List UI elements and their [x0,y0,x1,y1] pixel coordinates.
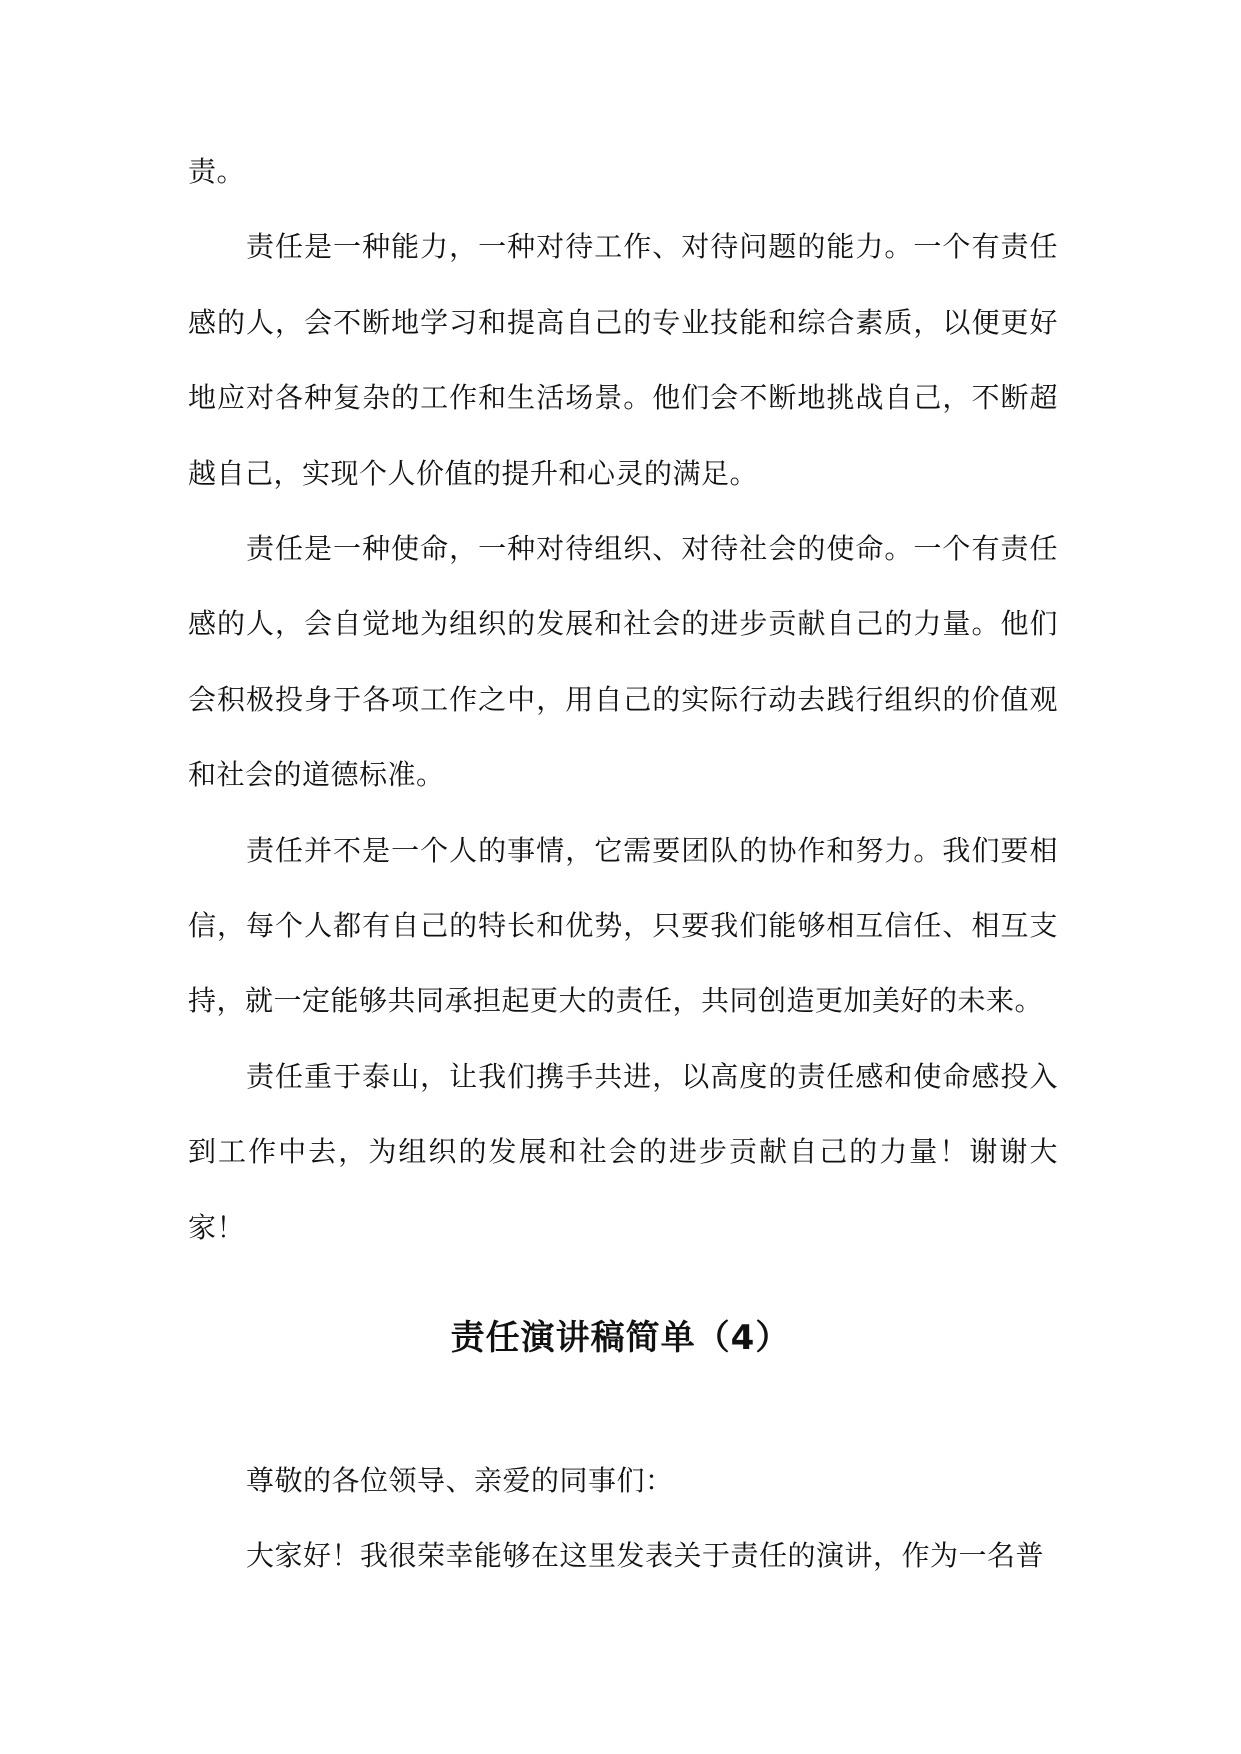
paragraph-closing: 责任重于泰山，让我们携手共进，以高度的责任感和使命感投入到工作中去，为组织的发展和社会的进步贡献自己的力量！谢谢大家！ [188,1059,1058,1244]
section-title: 责任演讲稿简单（4） [450,1318,791,1358]
body-text-bottom [188,1443,1058,1594]
body-text-top [188,134,1058,1265]
paragraph-teamwork: 责任并不是一个人的事情，它需要团队的协作和努力。我们要相信，每个人都有自己的特长和优势，只要我们能够相互信任、相互支持，就一定能够共同承担起更大的责任，共同创造更加美好的未来。 [188,833,1058,1018]
paragraph-opening: 大家好！我很荣幸能够在这里发表关于责任的演讲，作为一名普 [246,1539,1045,1573]
paragraph-continuation: 责。 [188,155,246,188]
paragraph-salutation: 尊敬的各位领导、亲爱的同事们： [246,1464,674,1497]
paragraph-ability: 责任是一种能力，一种对待工作、对待问题的能力。一个有责任感的人，会不断地学习和提高自己的专业技能和综合素质，以便更好地应对各种复杂的工作和生活场景。他们会不断地挑战自己，不断超越自己，实现个人价值的提升和心灵的满足。 [188,230,1058,490]
paragraph-mission: 责任是一种使命，一种对待组织、对待社会的使命。一个有责任感的人，会自觉地为组织的发展和社会的进步贡献自己的力量。他们会积极投身于各项工作之中，用自己的实际行动去践行组织的价值观和社会的道德标准。 [188,532,1058,792]
